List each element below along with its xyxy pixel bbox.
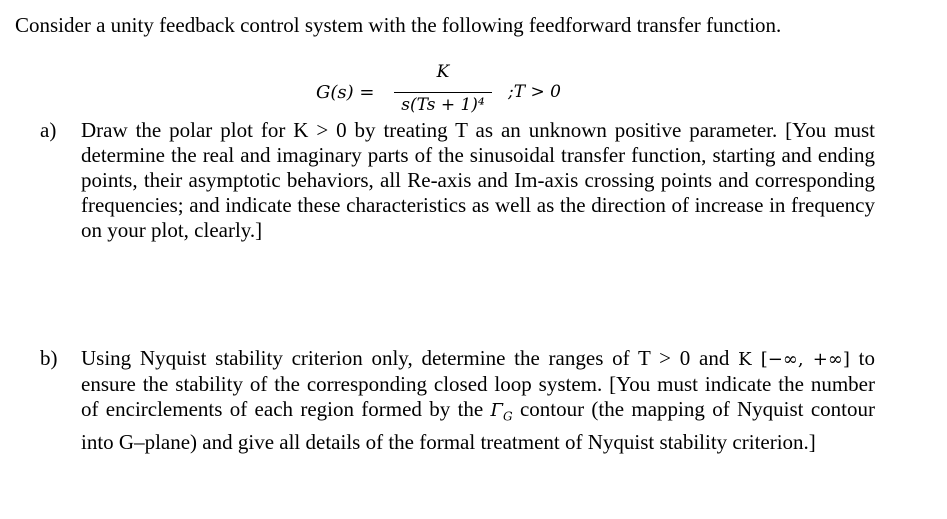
part-b-text-2: to ensure the stability of the corresponding closed loop system. [You must indicate the number of encirclements of each region formed by the xyxy=(81,346,875,421)
equation-numerator: K xyxy=(436,62,450,82)
part-a-marker: a) xyxy=(40,118,57,142)
equation-denominator: s(Ts + 1)⁴ xyxy=(401,95,485,115)
gamma-symbol: Γ xyxy=(490,400,504,421)
equation-condition: ;T > 0 xyxy=(508,82,561,102)
part-b-text-3: contour (the mapping of Nyquist contour into G–plane) and give all details of the formal treatment of Nyquist stability criterion.] xyxy=(81,397,875,454)
part-b-text xyxy=(81,346,875,455)
part-b-marker: b) xyxy=(40,346,58,370)
problem-intro: Consider a unity feedback control system with the following feedforward transfer function. xyxy=(15,13,782,37)
transfer-function-equation xyxy=(316,60,616,120)
question-part-a xyxy=(40,118,875,243)
part-b-gamma xyxy=(490,400,513,424)
part-b-text-1: Using Nyquist stability criterion only, determine the ranges of T > 0 and xyxy=(81,346,739,370)
part-a-text: Draw the polar plot for K > 0 by treating T as an unknown positive parameter. [You must determine the real and imaginary parts of the sinusoidal transfer function, starting and ending points, their asymptotic behaviors, all Re-axis and Im-axis crossing points and corresponding frequencies; and indicate these characteristics as well as the direction of increase in frequency on your plot, clearly.] xyxy=(81,118,875,242)
gamma-subscript: G xyxy=(503,409,513,424)
equation-lhs: G(s) = xyxy=(316,82,375,103)
fraction-bar xyxy=(394,92,492,93)
equation-fraction xyxy=(394,60,492,120)
question-part-b xyxy=(40,346,875,455)
part-b-k-range: K [−∞, +∞] xyxy=(738,349,850,370)
